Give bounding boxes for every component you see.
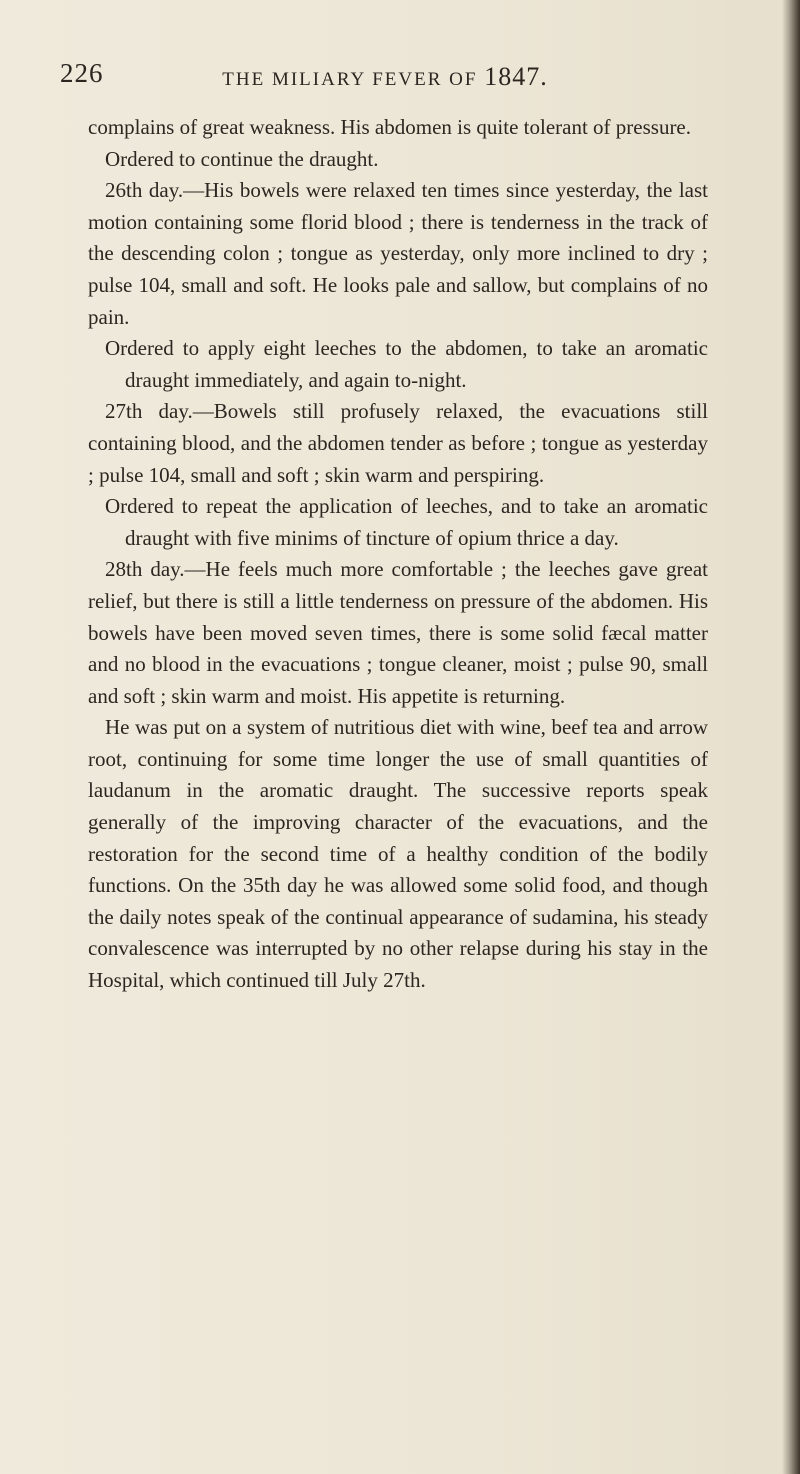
- paragraph-order: Ordered to continue the draught.: [105, 146, 379, 171]
- paragraph-day-28: 28th day.—He feels much more comfortable ; the leeches gave great relief, but there is still a little tenderness on pressure of the abdomen. His bowels have been moved seven times, there is some solid fæcal matter and no blood in the evacuations ; tongue cleaner, moist ; pulse 90, small and soft ; skin warm and moist. His appetite is returning.: [88, 557, 708, 708]
- paragraph-day-26: 26th day.—His bowels were relaxed ten times since yesterday, the last motion containing some florid blood ; there is tenderness in the track of the descending colon ; tongue as yesterday, only more inclined to dry ; pulse 104, small and soft. He looks pale and sallow, but complains of no pain.: [88, 178, 708, 329]
- page-edge-shadow: [782, 0, 800, 1474]
- paragraph-continuation: complains of great weakness. His abdomen is quite tolerant of pressure.: [88, 115, 692, 139]
- running-head: [60, 62, 710, 92]
- running-head-title: THE MILIARY FEVER OF: [222, 69, 478, 90]
- paragraph-convalescence: He was put on a system of nutritious diet with wine, beef tea and arrow root, continuing for some time longer the use of small quantities of laudanum in the aromatic draught. The successive reports speak generally of the improving character of the evacuations, and the restoration for the second time of a healthy condition of the bodily functions. On the 35th day he was allowed some solid food, and though the daily notes speak of the continual appearance of sudamina, his steady convalescence was interrupted by no other relapse during his stay in the Hospital, which continued till July 27th.: [88, 715, 708, 993]
- paragraph-day-27: 27th day.—Bowels still profusely relaxed, the evacuations still containing blood, and the abdomen tender as before ; tongue as yesterday ; pulse 104, small and soft ; skin warm and perspiring.: [88, 399, 708, 487]
- paragraph-order: Ordered to apply eight leeches to the abdomen, to take an aromatic draught immediately, and again to-night.: [105, 336, 708, 392]
- body-text: [88, 112, 708, 997]
- page-number: 226: [60, 58, 104, 88]
- running-head-year: 1847.: [484, 62, 548, 91]
- page-header: [60, 58, 710, 98]
- paragraph-order: Ordered to repeat the application of leeches, and to take an aromatic draught with five minims of tincture of opium thrice a day.: [105, 494, 708, 550]
